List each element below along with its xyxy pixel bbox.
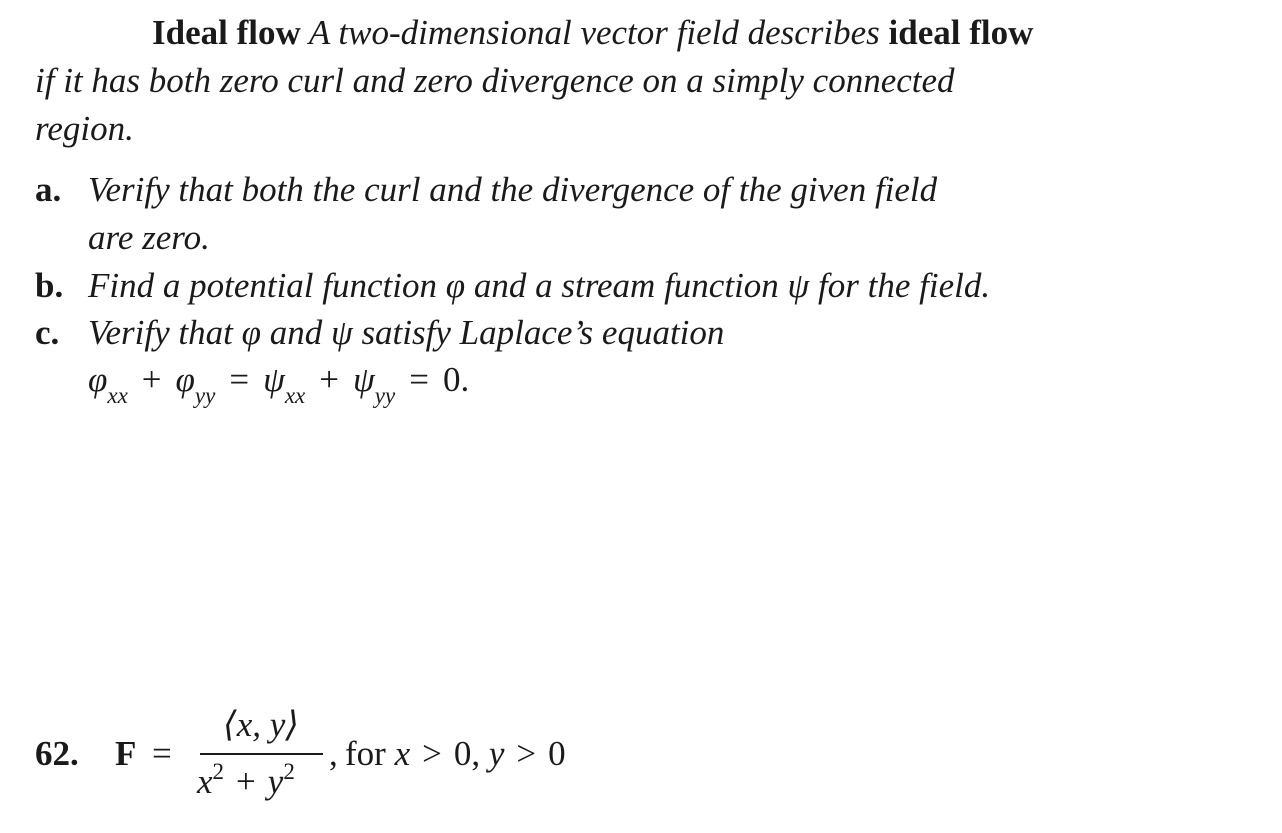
comma: , bbox=[329, 734, 338, 773]
equals-sign: = bbox=[229, 360, 250, 399]
item-label-c: c. bbox=[35, 313, 60, 352]
plus-sign: + bbox=[319, 360, 340, 399]
fraction-numerator: ⟨x, y⟩ bbox=[223, 705, 299, 744]
condition-zero: 0 bbox=[548, 734, 566, 773]
condition-for: for bbox=[345, 734, 386, 773]
problem-number: 62. bbox=[35, 734, 79, 773]
exponent: 2 bbox=[212, 759, 225, 784]
vector-field-symbol: F bbox=[115, 734, 137, 773]
intro-text-1: A two-dimensional vector field describes bbox=[308, 13, 880, 52]
laplace-equation bbox=[88, 356, 469, 408]
domain-condition bbox=[345, 730, 566, 778]
phi-symbol: φ bbox=[88, 360, 108, 399]
greater-than: > bbox=[516, 734, 537, 773]
phi-symbol: φ bbox=[175, 360, 195, 399]
greater-than: > bbox=[422, 734, 442, 773]
equals-sign: = bbox=[152, 734, 172, 773]
exponent: 2 bbox=[283, 759, 295, 784]
item-label-a: a. bbox=[35, 170, 62, 209]
problem-62 bbox=[35, 700, 735, 820]
intro-line-1 bbox=[152, 9, 1033, 57]
denominator-y: y bbox=[267, 762, 284, 801]
psi-symbol: ψ bbox=[353, 360, 375, 399]
psi-symbol: ψ bbox=[263, 360, 285, 399]
item-label-b: b. bbox=[35, 266, 64, 305]
intro-line-2: if it has both zero curl and zero divergence on a simply connected bbox=[35, 61, 955, 100]
intro-term: ideal flow bbox=[888, 13, 1034, 52]
fraction-bar bbox=[200, 753, 323, 755]
subscript-yy: yy bbox=[194, 383, 216, 408]
item-c-line-1: Verify that φ and ψ satisfy Laplace’s equation bbox=[88, 313, 725, 352]
plus-sign: + bbox=[141, 360, 162, 399]
intro-line-3: region. bbox=[35, 109, 134, 148]
intro-title: Ideal flow bbox=[152, 13, 301, 52]
item-b-line-1: Find a potential function φ and a stream function ψ for the field. bbox=[88, 266, 991, 305]
subscript-xx: xx bbox=[284, 383, 306, 408]
item-a-line-1: Verify that both the curl and the divergence of the given field bbox=[88, 170, 938, 209]
item-a-line-2: are zero. bbox=[88, 218, 210, 257]
condition-y: y bbox=[488, 734, 505, 773]
field-fraction bbox=[197, 700, 365, 810]
condition-zero: 0, bbox=[453, 734, 481, 773]
equation-result: 0. bbox=[442, 360, 470, 399]
subscript-yy: yy bbox=[374, 383, 396, 408]
condition-x: x bbox=[394, 734, 411, 773]
equals-sign: = bbox=[409, 360, 429, 399]
fraction-denominator bbox=[197, 760, 337, 808]
denominator-x: x bbox=[197, 762, 213, 801]
subscript-xx: xx bbox=[107, 383, 128, 408]
plus-sign: + bbox=[236, 762, 256, 801]
